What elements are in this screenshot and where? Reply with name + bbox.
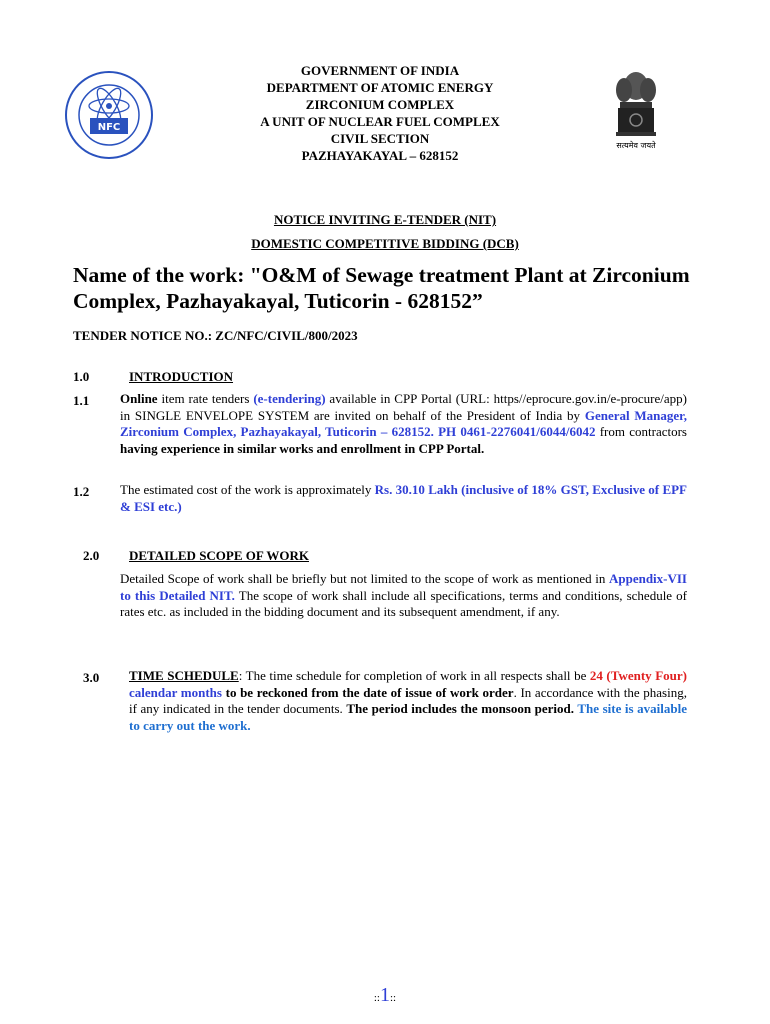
header-line: PAZHAYAKAYAL – 628152	[301, 148, 459, 163]
text-run: : The time schedule for completion of work in all respects shall be	[238, 668, 590, 683]
page-number: 1	[380, 984, 390, 1006]
emblem-motto: सत्यमेव जयते	[616, 141, 656, 150]
letterhead	[200, 62, 560, 164]
text-run: The scope of work shall include all specifications, terms and conditions, schedule of rates etc. as included in the bidding document and its subsequent amendment, if any.	[120, 587, 687, 620]
text-run: (e-tendering)	[253, 391, 326, 406]
text-run: calendar months	[129, 684, 222, 700]
paragraph-1-1	[120, 391, 687, 457]
footer-mark: ::	[390, 992, 397, 1004]
header-line: CIVIL SECTION	[330, 131, 430, 146]
notice-subtitle: DOMESTIC COMPETITIVE BIDDING (DCB)	[251, 236, 519, 251]
section-title-scope: DETAILED SCOPE OF WORK	[129, 548, 309, 563]
text-run: Detailed Scope of work shall be briefly but not limited to the scope of work as mentioned in	[120, 571, 609, 586]
work-name: Name of the work: "O&M of Sewage treatment Plant at Zirconium Complex, Pazhayakayal, Tuticorin - 628152”	[73, 263, 690, 313]
section-title-introduction: INTRODUCTION	[129, 369, 234, 384]
notice-title: NOTICE INVITING E-TENDER (NIT)	[273, 212, 497, 227]
text-run: available in CPP Portal (URL: https//eprocure.gov.in/e-procure/app) in SINGLE ENVELOPE SYSTEM are invited on behalf of the President of India by	[120, 391, 687, 423]
paragraph-2	[120, 571, 687, 621]
text-run: to be reckoned from the date of issue of work order	[221, 684, 514, 700]
text-run: Rs. 30.10 Lakh (inclusive of 18% GST, Exclusive of EPF & ESI etc.)	[120, 482, 687, 514]
section-title-time-schedule: TIME SCHEDULE	[129, 668, 239, 683]
svg-text:NFC: NFC	[97, 122, 121, 133]
national-emblem	[606, 64, 666, 154]
section-number: 3.0	[83, 670, 100, 685]
text-run: Online	[120, 391, 158, 406]
header-line: DEPARTMENT OF ATOMIC ENERGY	[266, 80, 494, 95]
text-run: 24 (Twenty Four)	[589, 668, 687, 683]
paragraph-1-2	[120, 482, 687, 515]
text-run: The site is available to carry out the work.	[129, 701, 688, 733]
text-run: General Manager, Zirconium Complex, Pazhayakayal, Tuticorin – 628152. PH 0461-2276041/6044/6042	[120, 407, 687, 440]
text-run: The period includes the monsoon period.	[346, 701, 575, 717]
section-number: 1.1	[73, 393, 90, 408]
header-line: A UNIT OF NUCLEAR FUEL COMPLEX	[260, 114, 500, 129]
section-number: 1.0	[73, 369, 90, 384]
text-run: . In accordance with the phasing, if any indicated in the tender documents.	[129, 684, 687, 717]
text-run: The estimated cost of the work is approximately	[120, 482, 375, 497]
tender-number: TENDER NOTICE NO.: ZC/NFC/CIVIL/800/2023	[73, 328, 358, 343]
header-line: GOVERNMENT OF INDIA	[300, 63, 460, 78]
page-number-footer	[0, 984, 770, 1007]
text-run: item rate tenders	[157, 391, 254, 406]
text-run: Appendix-VII to this Detailed NIT.	[120, 571, 687, 603]
section-number: 2.0	[83, 548, 100, 563]
paragraph-3	[129, 668, 687, 734]
nfc-logo	[64, 70, 154, 160]
text-run: having experience in similar works and enrollment in CPP Portal.	[120, 440, 485, 456]
footer-mark: ::	[373, 992, 380, 1004]
text-run: from contractors	[595, 424, 687, 440]
header-line: ZIRCONIUM COMPLEX	[305, 97, 455, 112]
section-number: 1.2	[73, 484, 90, 499]
